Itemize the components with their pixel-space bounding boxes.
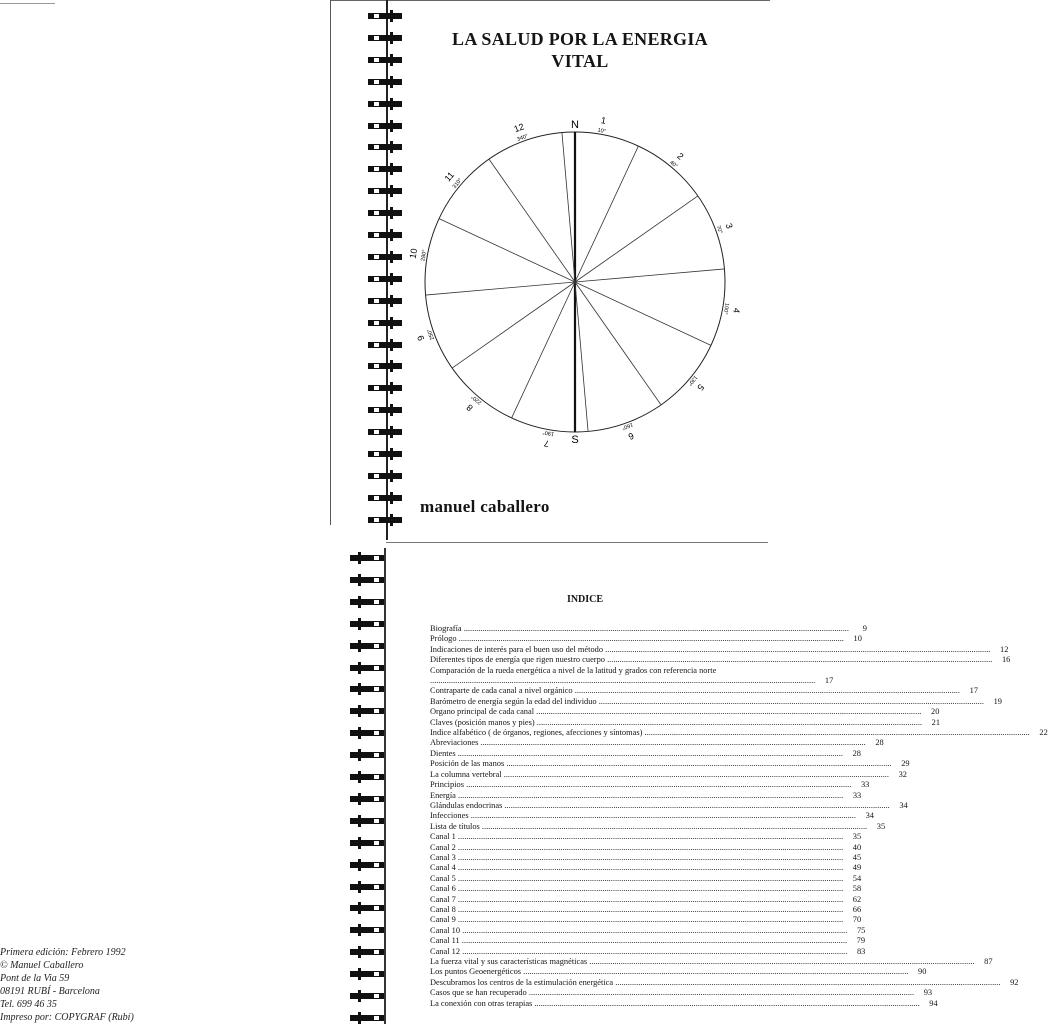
toc-entry-page: 9: [862, 624, 867, 633]
imprint-copyright: © Manuel Caballero: [0, 960, 84, 971]
wheel-sector-label: [442, 169, 464, 190]
wheel-sector-line: [575, 269, 724, 282]
spiral-coil: [368, 10, 402, 22]
sector-degree: 340°: [516, 133, 530, 143]
spiral-coil: [350, 859, 384, 871]
wheel-sector-label: [408, 247, 429, 262]
imprint-printer: Impreso por: COPYGRAF (Rubí): [0, 1012, 134, 1023]
spiral-coil: [350, 640, 384, 652]
spiral-coil: [350, 793, 384, 805]
wheel-sector-label: [715, 220, 736, 234]
toc-entry-page: 87: [984, 957, 993, 966]
toc-entry: [430, 863, 862, 873]
spiral-spine-bottom: [384, 548, 386, 1024]
spiral-coil: [350, 924, 384, 936]
sector-degree: 280°: [420, 249, 429, 262]
sector-number: 8: [464, 402, 475, 414]
toc-entry-title: La columna vertebral .....: [430, 770, 889, 780]
toc-entry: [430, 728, 1048, 738]
spiral-coil: [350, 574, 384, 586]
toc-entry-title: Canal 5 .....: [430, 874, 843, 884]
wheel-sector-label: [414, 328, 436, 345]
page-edge-line: [0, 3, 55, 4]
spiral-coil: [368, 360, 402, 372]
toc-entry-title: Posición de las manos .....: [430, 759, 892, 769]
spiral-coil: [350, 596, 384, 608]
toc-entry: [430, 904, 862, 915]
toc-entry-page: 28: [852, 748, 861, 758]
wheel-sector-line: [489, 159, 575, 282]
toc-entry-page: 35: [876, 821, 886, 831]
toc-entry-page: 12: [1000, 644, 1009, 654]
imprint-block: [0, 946, 134, 1024]
spiral-coil: [368, 185, 402, 197]
toc-entry: [430, 634, 862, 644]
sector-degree: 130°: [686, 374, 699, 387]
toc-entry-page: 62: [852, 894, 862, 904]
wheel-sector-label: [540, 429, 555, 450]
sector-degree: 100°: [721, 302, 730, 315]
toc-entry-page: 19: [993, 696, 1002, 706]
toc-entry-page: 22: [1039, 728, 1048, 738]
toc-entry-page: 20: [931, 707, 940, 717]
wheel-sector-lines: [425, 132, 725, 432]
toc-entry-page: 33: [860, 780, 870, 790]
toc-entry-title: Indicaciones de interés para el buen uso del método .....: [430, 645, 990, 655]
toc-entry: [430, 967, 927, 977]
toc-entry: [430, 988, 933, 998]
sector-number: 9: [415, 334, 427, 343]
toc-entry-title: Barómetro de energía según la edad del individuo .....: [430, 697, 984, 707]
toc-entry: [430, 790, 862, 801]
toc-entry: [430, 977, 1019, 988]
toc-entry-title: Canal 7 .....: [430, 895, 843, 905]
spiral-coil: [368, 404, 402, 416]
spiral-coil: [368, 448, 402, 460]
south-label: S: [571, 434, 579, 446]
toc-entry-title: Canal 2 .....: [430, 843, 843, 853]
wheel-sector-line: [562, 133, 575, 282]
book-title-line-1: LA SALUD POR LA ENERGIA: [452, 29, 708, 49]
wheel-sector-line: [575, 282, 661, 405]
toc-entry-page: 90: [918, 967, 927, 977]
imprint-phone: Tel. 699 46 35: [0, 999, 57, 1010]
toc-entry-page: 94: [929, 998, 938, 1008]
toc-entry-title: Energía .....: [430, 791, 843, 801]
toc-entry-title: Los puntos Geoenergéticos .....: [430, 967, 908, 977]
spiral-coil: [368, 273, 402, 285]
spiral-coil: [350, 946, 384, 958]
toc-entry-title: Organo principal de cada canal .....: [430, 707, 921, 717]
spiral-coil: [368, 76, 402, 88]
wheel-sector-line: [575, 146, 638, 282]
toc-entry: [430, 915, 862, 925]
toc-entry-title: Biografía .....: [430, 624, 849, 634]
toc-entry-page: 29: [901, 759, 910, 769]
toc-entry-page: 35: [852, 832, 862, 842]
spiral-coil: [350, 727, 384, 739]
toc-entry: [430, 884, 862, 894]
toc-entry: [430, 998, 938, 1009]
toc-entry: [430, 759, 910, 769]
spiral-coil: [368, 163, 402, 175]
toc-entry-title: Lista de títulos .....: [430, 822, 867, 832]
sector-degree: 160°: [620, 421, 634, 431]
toc-entry-title: Glándulas endocrinas .....: [430, 801, 890, 811]
toc-entry: [430, 717, 941, 728]
wheel-sector-label: [686, 374, 708, 395]
spiral-coil: [368, 317, 402, 329]
spiral-coil: [350, 968, 384, 980]
toc-entry-title: Infecciones .....: [430, 811, 856, 821]
toc-entry: [430, 800, 908, 811]
toc-entry-title: Prólogo .....: [430, 634, 844, 644]
wheel-sector-label: [621, 421, 638, 443]
spiral-coil: [368, 426, 402, 438]
spiral-coil: [368, 295, 402, 307]
wheel-sector-line: [575, 282, 711, 345]
spiral-coil: [350, 618, 384, 630]
toc-entry-title: Canal 8 .....: [430, 905, 843, 915]
toc-entry: [430, 696, 1002, 707]
sector-number: 7: [543, 438, 550, 449]
toc-entry: [430, 894, 862, 905]
spiral-coil: [368, 54, 402, 66]
toc-entry-page: 49: [852, 863, 862, 873]
toc-entry: [430, 821, 886, 832]
spiral-coil: [368, 120, 402, 132]
wheel-sector-line: [426, 282, 575, 295]
toc-entry-title: Comparación de la rueda energética a nivel de la latitud y grados con referencia norte .....: [430, 666, 815, 687]
spiral-coil: [368, 514, 402, 526]
toc-entry-page: 92: [1010, 977, 1019, 987]
sector-number: 12: [512, 121, 526, 135]
wheel-sector-line: [512, 282, 575, 418]
toc-entry: [430, 624, 867, 634]
toc-entry: [430, 738, 884, 748]
toc-entry: [430, 873, 862, 884]
toc-entry: [430, 748, 861, 759]
spiral-coil: [350, 881, 384, 893]
table-of-contents: [430, 624, 1048, 1009]
toc-entry-title: Canal 10 .....: [430, 926, 847, 936]
toc-entry: [430, 655, 1011, 665]
sector-number: 10: [407, 247, 420, 260]
spiral-coil: [350, 683, 384, 695]
toc-entry-title: Canal 9 .....: [430, 915, 843, 925]
sector-degree: 220°: [470, 393, 483, 406]
toc-entry-page: 83: [856, 946, 866, 956]
toc-entry: [430, 769, 907, 780]
imprint-address: Pont de la Via 59: [0, 973, 70, 984]
spiral-coil: [368, 141, 402, 153]
toc-entry-page: 34: [899, 800, 908, 810]
sector-number: 3: [723, 221, 735, 230]
spiral-coil: [350, 705, 384, 717]
spiral-coil: [350, 902, 384, 914]
toc-entry: [430, 665, 834, 687]
wheel-sector-line: [575, 196, 698, 282]
toc-entry-page: 16: [1001, 655, 1011, 665]
toc-entry-title: Indice alfabético ( de órganos, regiones, afecciones y síntomas) .....: [430, 728, 1030, 738]
cover-top-edge: [330, 0, 770, 1]
toc-entry-page: 45: [852, 852, 862, 862]
sector-degree: 250°: [426, 327, 436, 341]
spiral-coil: [368, 382, 402, 394]
spiral-coil: [350, 662, 384, 674]
toc-entry-title: Canal 6 .....: [430, 884, 843, 894]
cover-left-edge: [330, 0, 331, 525]
toc-entry-page: 58: [852, 884, 862, 894]
wheel-sector-line: [439, 219, 575, 282]
toc-entry: [430, 957, 993, 967]
toc-entry: [430, 686, 978, 696]
toc-entry-page: 17: [824, 676, 834, 686]
cover-bottom-edge: [386, 542, 768, 543]
imprint-edition: Primera edición: Febrero 1992: [0, 947, 126, 958]
toc-entry: [430, 925, 866, 936]
toc-entry-page: 75: [856, 925, 866, 935]
wheel-sector-line: [452, 282, 575, 368]
toc-entry-title: Casos que se han recuperado .....: [430, 988, 914, 998]
wheel-sector-label: [512, 121, 529, 143]
toc-entry-title: La fuerza vital y sus características magnéticas .....: [430, 957, 975, 967]
sector-degree: 70°: [714, 224, 724, 235]
toc-entry: [430, 852, 862, 863]
toc-entry-page: 40: [852, 842, 862, 852]
spiral-coil: [368, 98, 402, 110]
toc-entry-title: Descubramos los centros de la estimulación energética .....: [430, 978, 1000, 988]
wheel-sector-label: [597, 115, 609, 135]
sector-degree: 310°: [451, 177, 464, 190]
toc-entry: [430, 936, 866, 946]
book-title-line-2: VITAL: [551, 51, 609, 71]
spiral-coil: [368, 492, 402, 504]
wheel-sector-line: [575, 282, 588, 431]
toc-entry-page: 93: [923, 988, 933, 998]
spiral-coil: [368, 251, 402, 263]
spiral-coil: [350, 749, 384, 761]
toc-entry-page: 34: [865, 811, 874, 821]
toc-entry-page: 54: [852, 873, 862, 883]
spiral-coil: [368, 229, 402, 241]
toc-entry-page: 28: [875, 738, 884, 748]
sector-degree: 10°: [596, 127, 607, 135]
spiral-coil: [368, 207, 402, 219]
spiral-coil: [350, 552, 384, 564]
north-label: N: [571, 119, 579, 131]
toc-entry-page: 10: [853, 634, 862, 644]
toc-entry: [430, 811, 874, 821]
spiral-coil: [368, 339, 402, 351]
toc-entry: [430, 832, 862, 842]
sector-degree: 190°: [542, 428, 555, 437]
toc-entry: [430, 946, 866, 957]
spiral-coil: [350, 1012, 384, 1024]
imprint-city: 08191 RUBÍ - Barcelona: [0, 986, 100, 997]
toc-entry-title: Canal 1 .....: [430, 832, 843, 842]
toc-entry-title: Diferentes tipos de energía que rigen nuestro cuerpo .....: [430, 655, 992, 665]
toc-entry: [430, 644, 1009, 655]
spiral-coil: [368, 32, 402, 44]
toc-entry-title: Principios .....: [430, 780, 851, 790]
toc-entry: [430, 842, 862, 853]
toc-entry-title: Abreviaciones .....: [430, 738, 866, 748]
toc-entry-title: Canal 11 .....: [430, 936, 847, 946]
spiral-coil: [368, 470, 402, 482]
book-title: [400, 28, 760, 72]
toc-entry-title: Canal 4 .....: [430, 863, 843, 873]
toc-entry-page: 33: [852, 790, 862, 800]
wheel-sector-label: [722, 302, 743, 317]
toc-entry-page: 32: [898, 769, 907, 779]
toc-entry-page: 17: [969, 686, 978, 696]
toc-entry-title: La conexión con otras terapias .....: [430, 999, 920, 1009]
toc-entry-title: Contraparte de cada canal a nivel orgánico .....: [430, 686, 960, 696]
spiral-coil: [350, 771, 384, 783]
spiral-coil: [350, 990, 384, 1002]
sector-number: 2: [675, 150, 686, 162]
sector-number: 1: [600, 115, 607, 126]
wheel-sector-label: [462, 393, 483, 415]
toc-entry: [430, 780, 870, 790]
toc-entry-page: 21: [931, 717, 941, 727]
toc-entry-title: Canal 3 .....: [430, 853, 843, 863]
toc-entry-title: Canal 12 .....: [430, 947, 847, 957]
sector-degree: 40°: [668, 159, 679, 170]
index-heading: INDICE: [566, 594, 604, 605]
spiral-coil: [350, 837, 384, 849]
sector-number: 11: [442, 169, 457, 184]
toc-entry: [430, 707, 940, 717]
sector-number: 5: [695, 382, 707, 393]
toc-entry-page: 79: [856, 936, 866, 946]
toc-entry-page: 66: [852, 904, 862, 914]
author-name: manuel caballero: [420, 497, 550, 516]
spiral-coil: [350, 815, 384, 827]
sector-number: 6: [627, 430, 636, 442]
toc-entry-title: Dientes .....: [430, 749, 843, 759]
toc-entry-page: 70: [852, 915, 862, 925]
toc-entry-title: Claves (posición manos y pies) .....: [430, 718, 922, 728]
energy-wheel-diagram: [407, 112, 750, 449]
sector-number: 4: [731, 307, 742, 314]
